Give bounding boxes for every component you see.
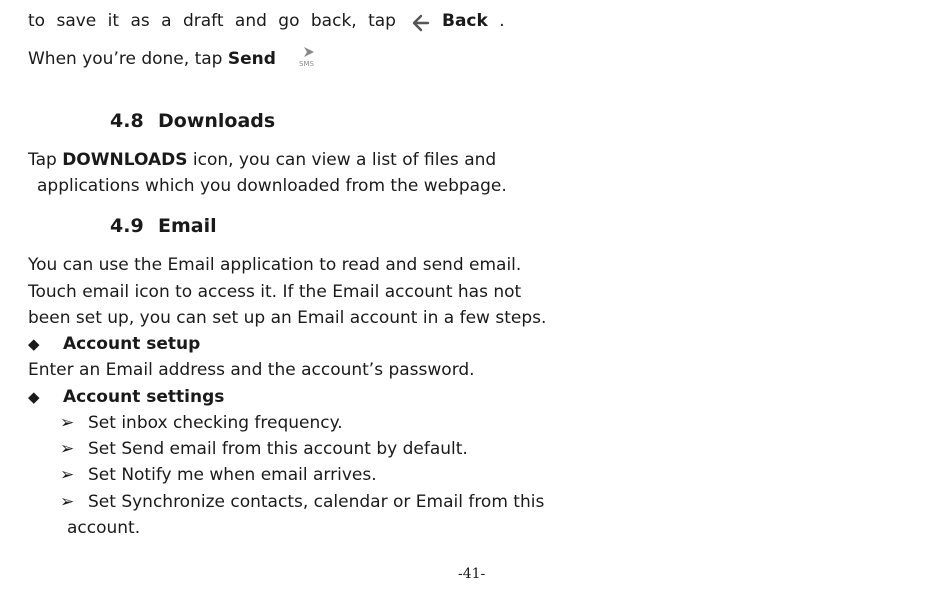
section-number: 4.8 [110,110,144,132]
email-intro-line-2: Touch email icon to access it. If the Email account has not [28,282,522,302]
back-label: Back [441,11,488,31]
intro-line-1-end: . [499,11,505,31]
settings-item-text: Set Notify me when email arrives. [88,465,377,485]
page-number: -41- [458,566,486,582]
intro-line-2 [28,44,322,74]
settings-item-text: Set Send email from this account by default. [88,439,468,459]
section-heading-email [110,214,217,238]
arrow-bullet-icon: ➢ [60,492,75,512]
section-heading-downloads [110,109,275,133]
diamond-bullet-icon: ◆ [28,388,40,406]
bullet-account-setup [28,333,200,355]
section-title: Downloads [158,110,276,132]
bullet-label: Account settings [63,387,225,407]
intro-line-1 [28,10,505,32]
send-sms-icon [298,44,322,74]
bullet-label: Account setup [63,334,201,354]
downloads-keyword: DOWNLOADS [62,150,188,170]
downloads-para-line-2: applications which you downloaded from the webpage. [37,176,507,196]
settings-list-item [60,412,343,434]
email-intro-line-3: been set up, you can set up an Email account in a few steps. [28,308,547,328]
section-number: 4.9 [110,215,144,237]
settings-list-item [60,438,468,460]
downloads-para-line-1 [28,149,496,171]
send-label: Send [227,49,276,69]
settings-list-item [60,464,377,486]
back-arrow-icon [410,10,432,32]
intro-line-2-text: When you’re done, tap [28,49,223,69]
arrow-bullet-icon: ➢ [60,413,75,433]
account-setup-text: Enter an Email address and the account’s password. [28,360,475,380]
intro-line-1-text: to save it as a draft and go back, tap [28,11,396,31]
downloads-para-prefix: Tap [28,150,57,170]
settings-item-continuation: account. [67,518,141,538]
arrow-bullet-icon: ➢ [60,465,75,485]
diamond-bullet-icon: ◆ [28,335,40,353]
sms-icon-text: SMS [298,60,314,68]
downloads-para-rest: icon, you can view a list of files and [192,150,497,170]
email-intro-line-1: You can use the Email application to read and send email. [28,255,522,275]
section-title: Email [158,215,217,237]
arrow-bullet-icon: ➢ [60,439,75,459]
settings-item-text: Set Synchronize contacts, calendar or Email from this [88,492,545,512]
settings-item-text: Set inbox checking frequency. [88,413,343,433]
settings-list-item [60,491,544,513]
bullet-account-settings [28,386,224,408]
